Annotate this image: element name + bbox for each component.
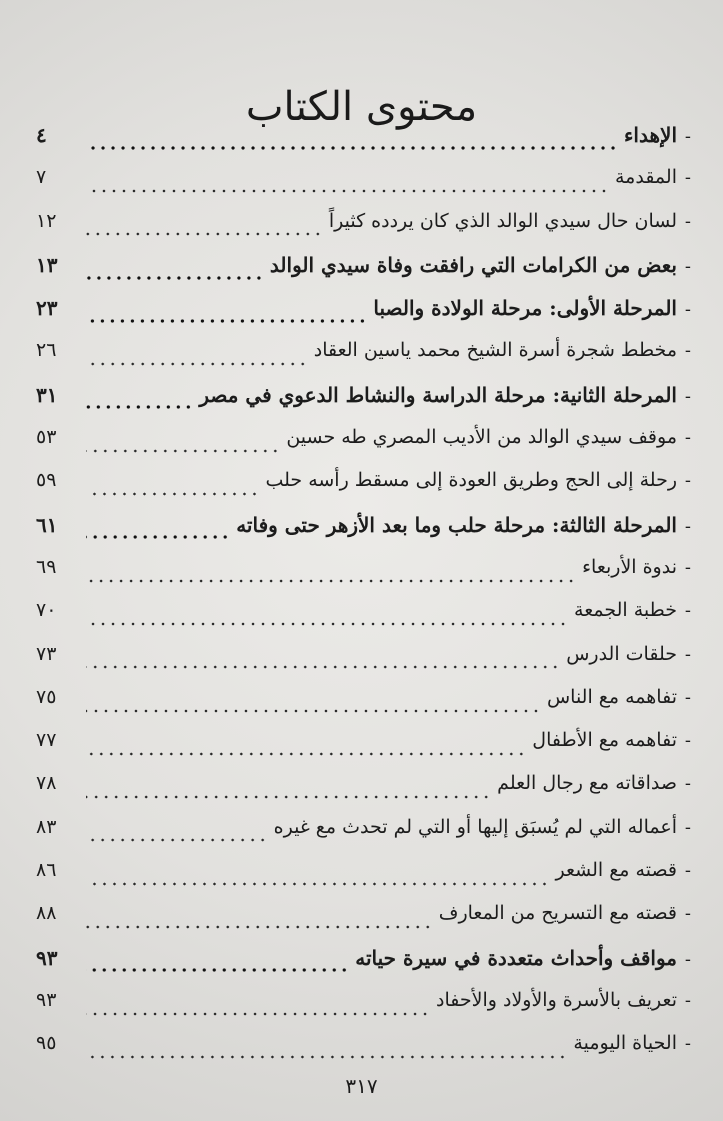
dot-leader xyxy=(86,838,268,842)
entry-title: مواقف وأحداث متعددة في سيرة حياته xyxy=(355,945,677,970)
dot-leader xyxy=(86,535,230,539)
toc-entry xyxy=(36,513,691,556)
entry-title: قصته مع الشعر xyxy=(555,859,677,882)
dot-leader xyxy=(86,492,259,496)
dot-leader xyxy=(86,1055,567,1059)
dot-leader xyxy=(86,795,491,799)
entry-title: موقف سيدي الوالد من الأديب المصري طه حسين xyxy=(286,426,677,449)
entry-title: مخطط شجرة أسرة الشيخ محمد ياسين العقاد xyxy=(313,339,677,362)
dot-leader xyxy=(86,405,193,409)
toc-entry xyxy=(36,729,691,772)
entry-page-number: ٧٥ xyxy=(36,685,57,708)
entry-page-number: ٦٩ xyxy=(36,555,57,578)
entry-bullet: - xyxy=(684,773,691,795)
dot-leader xyxy=(86,925,433,929)
entry-bullet: - xyxy=(684,860,691,882)
dot-leader xyxy=(86,362,308,366)
entry-title: المقدمة xyxy=(614,166,677,189)
entry-title: المرحلة الثالثة: مرحلة حلب وما بعد الأزهر حتى وفاته xyxy=(236,512,677,537)
entry-page-number: ٤ xyxy=(36,123,47,147)
entry-title: بعض من الكرامات التي رافقت وفاة سيدي الوالد xyxy=(269,252,677,277)
entry-title: ندوة الأربعاء xyxy=(582,555,677,578)
toc-entry xyxy=(36,383,691,426)
entry-bullet: - xyxy=(684,340,691,362)
dot-leader xyxy=(86,882,549,886)
entry-page-number: ٧٨ xyxy=(36,772,57,795)
entry-bullet: - xyxy=(684,643,691,665)
table-of-contents xyxy=(36,123,691,1076)
entry-page-number: ٥٩ xyxy=(36,469,57,492)
toc-entry xyxy=(36,989,691,1032)
toc-entry xyxy=(36,816,691,859)
entry-title: خطبة الجمعة xyxy=(574,599,677,622)
toc-entry xyxy=(36,946,691,989)
entry-bullet: - xyxy=(684,948,691,970)
entry-page-number: ٦١ xyxy=(36,512,58,537)
toc-entry xyxy=(36,296,691,339)
dot-leader xyxy=(86,709,541,713)
entry-title: تفاهمه مع الناس xyxy=(546,685,677,708)
entry-bullet: - xyxy=(684,385,691,407)
toc-entry xyxy=(36,469,691,512)
dot-leader xyxy=(86,146,618,150)
entry-bullet: - xyxy=(684,515,691,537)
dot-leader xyxy=(86,1012,430,1016)
entry-page-number: ٥٣ xyxy=(36,426,57,449)
entry-bullet: - xyxy=(684,255,691,277)
entry-bullet: - xyxy=(684,989,691,1011)
entry-page-number: ١٣ xyxy=(36,252,58,277)
entry-bullet: - xyxy=(684,427,691,449)
entry-page-number: ٢٦ xyxy=(36,339,57,362)
entry-bullet: - xyxy=(684,299,691,321)
entry-bullet: - xyxy=(684,556,691,578)
toc-entry xyxy=(36,643,691,686)
entry-page-number: ٩٥ xyxy=(36,1032,57,1055)
entry-bullet: - xyxy=(684,903,691,925)
entry-bullet: - xyxy=(684,210,691,232)
entry-title: صداقاته مع رجال العلم xyxy=(497,772,677,795)
toc-entry xyxy=(36,859,691,902)
entry-page-number: ٢٣ xyxy=(36,296,58,321)
dot-leader xyxy=(86,449,280,453)
toc-entry xyxy=(36,686,691,729)
dot-leader xyxy=(86,319,367,323)
toc-entry xyxy=(36,210,691,253)
entry-title: الحياة اليومية xyxy=(573,1032,677,1055)
entry-title: المرحلة الثانية: مرحلة الدراسة والنشاط الدعوي في مصر xyxy=(199,382,677,407)
toc-entry xyxy=(36,902,691,945)
toc-entry xyxy=(36,599,691,642)
entry-bullet: - xyxy=(684,1033,691,1055)
toc-entry xyxy=(36,253,691,296)
entry-title: المرحلة الأولى: مرحلة الولادة والصبا xyxy=(373,296,677,321)
entry-bullet: - xyxy=(684,686,691,708)
toc-entry xyxy=(36,339,691,382)
entry-bullet: - xyxy=(684,730,691,752)
entry-page-number: ٧٣ xyxy=(36,642,57,665)
entry-title: تعريف بالأسرة والأولاد والأحفاد xyxy=(436,988,677,1011)
dot-leader xyxy=(86,276,264,280)
entry-page-number: ١٢ xyxy=(36,209,57,232)
entry-title: حلقات الدرس xyxy=(566,642,677,665)
dot-leader xyxy=(86,752,526,756)
toc-entry xyxy=(36,166,691,209)
entry-title: الإهداء xyxy=(624,123,677,147)
dot-leader xyxy=(86,232,323,236)
page-number: ٣١٧ xyxy=(345,1074,378,1098)
entry-title: أعماله التي لم يُسبَق إليها أو التي لم تحدث مع غيره xyxy=(273,815,677,838)
toc-entry xyxy=(36,1032,691,1075)
entry-page-number: ٩٣ xyxy=(36,988,57,1011)
dot-leader xyxy=(86,622,568,626)
entry-page-number: ٧٠ xyxy=(36,599,57,622)
toc-entry xyxy=(36,772,691,815)
entry-bullet: - xyxy=(684,470,691,492)
entry-bullet: - xyxy=(684,816,691,838)
entry-bullet: - xyxy=(684,167,691,189)
entry-page-number: ٨٨ xyxy=(36,902,57,925)
dot-leader xyxy=(86,665,560,669)
entry-page-number: ٣١ xyxy=(36,382,58,407)
page-title: محتوى الكتاب xyxy=(245,83,478,130)
entry-page-number: ٩٣ xyxy=(36,945,58,970)
entry-bullet: - xyxy=(684,600,691,622)
entry-title: رحلة إلى الحج وطريق العودة إلى مسقط رأسه حلب xyxy=(265,469,677,492)
toc-entry xyxy=(36,123,691,166)
dot-leader xyxy=(86,968,349,972)
entry-page-number: ٧ xyxy=(36,166,47,189)
entry-page-number: ٨٣ xyxy=(36,815,57,838)
toc-entry xyxy=(36,556,691,599)
dot-leader xyxy=(86,189,609,193)
entry-title: قصته مع التسريح من المعارف xyxy=(438,902,677,925)
entry-title: تفاهمه مع الأطفال xyxy=(532,729,677,752)
dot-leader xyxy=(86,579,576,583)
entry-bullet: - xyxy=(684,126,691,147)
toc-entry xyxy=(36,426,691,469)
entry-page-number: ٨٦ xyxy=(36,859,57,882)
entry-page-number: ٧٧ xyxy=(36,729,57,752)
entry-title: لسان حال سيدي الوالد الذي كان يردده كثيراً xyxy=(328,209,677,232)
